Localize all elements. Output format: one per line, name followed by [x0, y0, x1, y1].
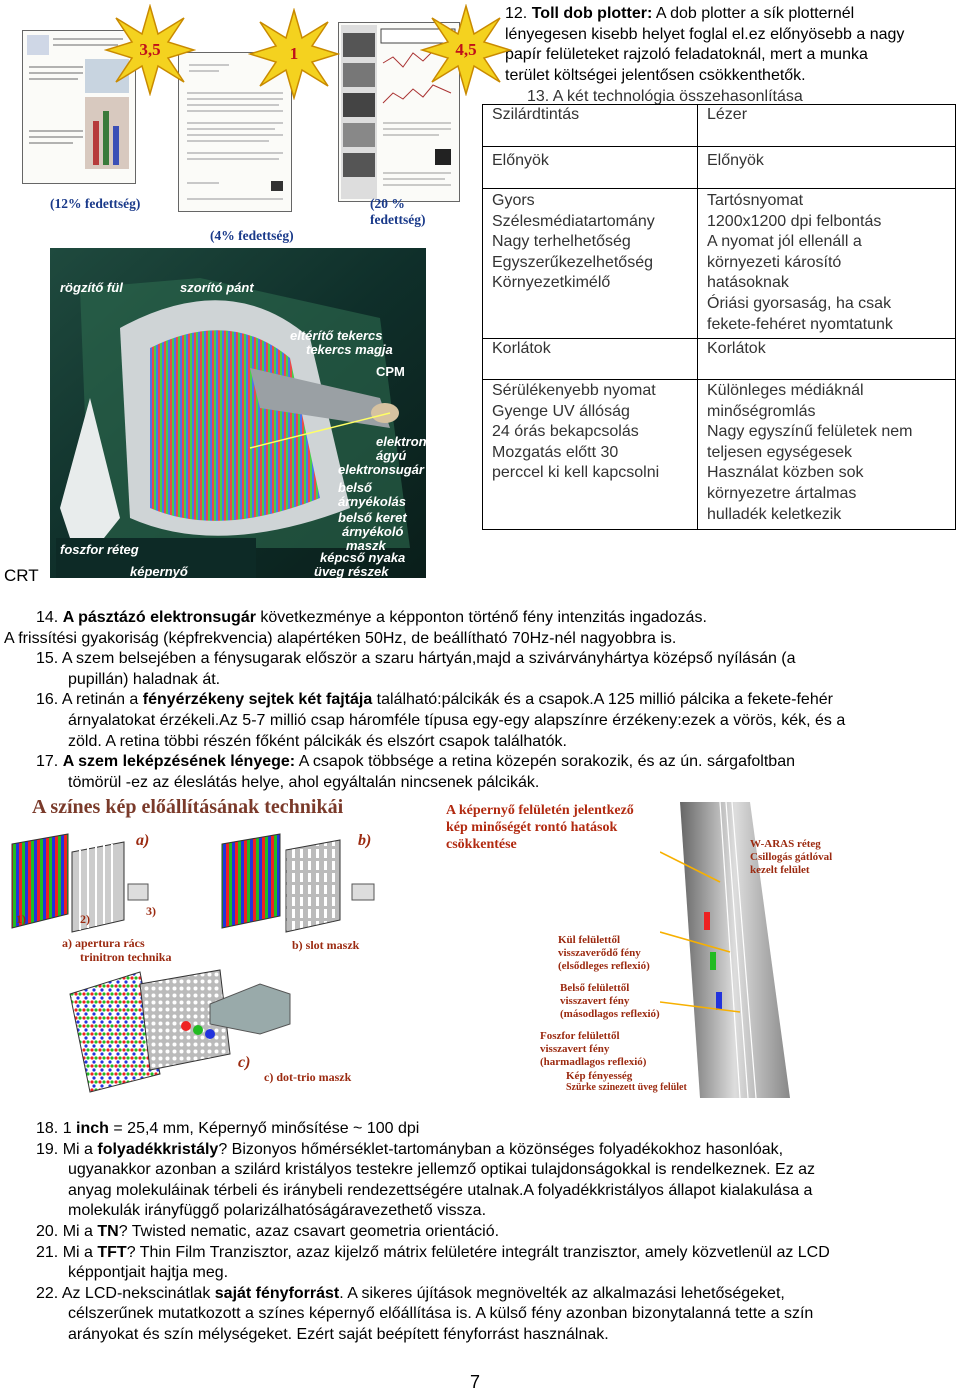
text-line: zöld. A retina többi részén főként pálcikák és elszórt csapok találhatók. — [68, 732, 567, 750]
crt-label: árnyékolás — [338, 494, 406, 509]
text: Mi a — [62, 1140, 98, 1158]
star-value: 3,5 — [139, 40, 161, 59]
table-cell-line: A nyomat jól ellenáll a — [707, 233, 862, 251]
table-cell-line: teljesen egységesek — [707, 443, 852, 461]
crt-label: foszfor réteg — [60, 542, 139, 557]
table-cell-line: Környezetkimélő — [492, 274, 611, 292]
comparison-table — [482, 104, 956, 530]
crt-cutaway-illustration — [50, 248, 426, 578]
left-pros-cell — [483, 189, 698, 339]
paragraphs-18-22 — [4, 1119, 956, 1346]
coverage-label: (4% fedettség) — [210, 228, 294, 243]
layer-labels-2 — [560, 982, 660, 1021]
layer-labels-top — [750, 838, 832, 877]
left-cons-cell — [483, 380, 698, 530]
item-number: 21. — [36, 1243, 59, 1261]
crt-label: elektronsugár — [338, 462, 424, 477]
figure-title-right — [446, 802, 634, 853]
cons-label: Korlátok — [483, 339, 698, 380]
table-cell-line: környezetre ártalmas — [707, 484, 857, 502]
layer-label: visszavert fény — [540, 1043, 610, 1055]
crt-label: ágyú — [376, 448, 407, 463]
rating-star-badge — [248, 8, 340, 100]
table-cell-line: Nagy egyszínű felületek nem — [707, 423, 913, 441]
text: ? Twisted nematic, azaz csavart geometria orientáció. — [118, 1222, 500, 1240]
crt-label: belső keret — [338, 510, 407, 525]
step-number: 3) — [146, 904, 156, 918]
crt-label: elektron — [376, 434, 427, 449]
text-line: célszerűnek mutatkozott a színes képernyő előállítása is. A külső fény azonban bizonytalanná tette a szín — [68, 1305, 814, 1323]
crt-label: eltérítő tekercs — [290, 328, 383, 343]
crt-label: tekercs magja — [306, 342, 393, 357]
coverage-label: (12% fedettség) — [50, 196, 141, 211]
text-line: árnyalatokat érzékeli.Az 5-7 millió csap háromféle típusa egy-egy alapszínre érzékeny:ezek a vörös, kék, és a — [68, 711, 846, 729]
table-cell-line: perccel ki kell kapcsolni — [492, 464, 660, 482]
right-cons-cell — [698, 380, 956, 530]
figure-title: A színes kép előállításának technikái — [32, 796, 344, 818]
color-image-techniques-figure — [10, 796, 870, 1098]
text-line: molekulák irányfüggő polarizálhatóságáravezethető vissza. — [68, 1202, 487, 1220]
item-number: 19. — [36, 1140, 59, 1158]
table-cell-line: Szélesmédiatartomány — [492, 212, 655, 230]
crt-label: szorító pánt — [180, 280, 254, 295]
item-number: 12. — [505, 5, 528, 22]
table-cell-line: hulladék keletkezik — [707, 505, 842, 523]
bold-term: saját fényforrást — [214, 1284, 340, 1302]
table-cell-line: Nagy terhelhetőség — [492, 233, 631, 251]
layer-label: Szürke szinezett — [566, 1082, 636, 1093]
text-line: A frissítési gyakoriság (képfrekvencia) alapértéken 50Hz, de beállítható 70Hz-nél nagyobbra is. — [4, 629, 677, 647]
crt-label: CPM — [376, 364, 405, 379]
bold-term: folyadékkristály — [97, 1140, 219, 1158]
layer-label: Belső felülettől — [560, 982, 630, 994]
text: . A sikeres újítások megnövelték az alkalmazási lehetőségeket, — [339, 1284, 785, 1302]
item-number: 14. — [36, 609, 59, 626]
diagram-label: b) — [358, 832, 372, 849]
layer-label: W-ARAS réteg — [750, 838, 821, 850]
text: ? Thin Film Tranzisztor, azaz kijelző mátrix felületére integrált tranzisztor, amely közvetlenül az LCD — [126, 1243, 830, 1261]
table-header: Szilárdtintás — [483, 105, 698, 147]
table-cell-line: Különleges médiáknál — [707, 382, 864, 399]
layer-labels-3 — [540, 1030, 646, 1069]
text: Mi a — [62, 1222, 98, 1240]
bold-term: A szem leképzésének lényege: — [62, 753, 296, 771]
layer-label: Kép fényesség — [566, 1070, 633, 1082]
crt-label: maszk — [346, 538, 386, 553]
paragraphs-14-17 — [4, 608, 956, 793]
table-cell-line: 24 órás bekapcsolás — [492, 423, 639, 441]
text-line: arányokat és szín mélységeket. Ezért saját beépített fényforrást használnak. — [68, 1325, 609, 1343]
text-line: terület költségei jelentősen csökkenthetők. — [505, 66, 806, 84]
layer-label: kezelt felület — [750, 864, 810, 876]
diagram-label: a) — [136, 832, 150, 849]
layer-label: Kül felülettől — [558, 934, 621, 946]
step-number: 2) — [80, 912, 90, 926]
diagram-caption: trinitron technika — [80, 950, 172, 964]
text-line: papír felületeket rajzoló feladatoknál, mert a munka — [505, 46, 868, 64]
pros-label: Előnyök — [483, 147, 698, 189]
section-title-13: 13. A két technológia összehasonlítása — [527, 88, 803, 105]
layer-labels-4 — [566, 1082, 687, 1094]
bold-term: TN — [97, 1222, 119, 1240]
crt-label: képernyő — [130, 564, 188, 579]
item-number: 18. — [36, 1120, 59, 1137]
text: Mi a — [62, 1243, 98, 1261]
text: következménye a képponton történő fény intenzitás ingadozás. — [255, 609, 707, 626]
right-pros-cell — [698, 189, 956, 339]
table-cell-line: Sérülékenyebb nyomat — [492, 382, 656, 399]
bold-term: inch — [76, 1120, 109, 1137]
crt-label: rögzítő fül — [60, 280, 123, 295]
crt-label: belső — [338, 480, 372, 495]
bold-term: TFT — [97, 1243, 127, 1261]
text: A csapok többsége a retina közepén sorakozik, és az ún. sárgafoltban — [295, 753, 795, 771]
bold-term: Toll dob plotter: — [531, 5, 653, 22]
text-line: pupillán) haladnak át. — [68, 670, 221, 688]
layer-label: (másodlagos reflexió) — [560, 1008, 660, 1020]
coverage-label: (20 % fedettség) — [370, 196, 426, 227]
cons-label: Korlátok — [698, 339, 956, 380]
item-number: 15. — [36, 650, 59, 668]
diagram-caption: a) apertura rács — [62, 936, 145, 950]
table-cell-line: 1200x1200 dpi felbontás — [707, 212, 882, 230]
layer-labels-1 — [558, 934, 650, 973]
crt-label: képcső nyaka — [320, 550, 406, 565]
table-cell-line: Gyors — [492, 192, 535, 209]
text: található:pálcikák és a csapok.A 125 millió pálcika a fekete-fehér — [372, 691, 833, 709]
crt-label: üveg részek — [314, 564, 389, 579]
paragraph-12 — [505, 4, 955, 86]
star-value: 1 — [289, 44, 299, 63]
bold-term: A pásztázó elektronsugár — [62, 609, 256, 626]
text: Az LCD-nekscinátlak — [61, 1284, 215, 1302]
table-cell-line: Óriási gyorsaság, ha csak — [707, 294, 892, 312]
rating-star-badge — [420, 4, 512, 96]
title-line: csökkentése — [446, 837, 517, 852]
table-cell-line: minőségromlás — [707, 402, 816, 420]
crt-label: árnyékoló — [342, 524, 404, 539]
table-header: Lézer — [698, 105, 956, 147]
diagram-label: c) — [238, 1054, 251, 1071]
layer-label: Csillogás gátlóval — [750, 851, 833, 863]
layer-label: visszaverődő fény — [558, 947, 641, 959]
layer-label: üveg felület — [637, 1082, 687, 1093]
bold-term: fényérzékeny sejtek két fajtája — [142, 691, 373, 709]
pros-label: Előnyök — [698, 147, 956, 189]
layer-label: visszavert fény — [560, 995, 630, 1007]
text-line: anyag molekuláinak térbeli és iránybeli rendezettségére utalnak.A folyadékkristályos állapot kialakulása a — [68, 1181, 813, 1199]
layer-label: Foszfor felülettől — [540, 1030, 620, 1042]
layer-label: (harmadlagos reflexió) — [540, 1056, 647, 1068]
text: 1 — [62, 1120, 77, 1137]
text-line: képpontjait hajtja meg. — [68, 1264, 229, 1282]
item-number: 20. — [36, 1222, 59, 1240]
table-cell-line: hatásoknak — [707, 274, 789, 292]
table-cell-line: Gyenge UV állóság — [492, 402, 630, 420]
item-number: 17. — [36, 753, 59, 771]
table-cell-line: Egyszerűkezelhetőség — [492, 253, 653, 271]
text: ? Bizonyos hőmérséklet-tartományban a közönséges folyadékokhoz hasonlóak, — [218, 1140, 784, 1158]
star-value: 4,5 — [455, 40, 477, 59]
table-cell-line: Használat közben sok — [707, 464, 864, 482]
text: A retinán a — [61, 691, 143, 709]
text: = 25,4 mm, Képernyő minősítése ~ 100 dpi — [108, 1120, 420, 1137]
title-line: A képernyő felületén jelentkező — [446, 803, 634, 818]
diagram-caption: c) dot-trio maszk — [264, 1070, 352, 1084]
text: A dob plotter a sík plotternél — [652, 5, 855, 22]
step-number: 1) — [16, 912, 26, 926]
title-line: kép minőségét rontó hatások — [446, 820, 618, 835]
printer-coverage-figure — [22, 20, 477, 580]
table-cell-line: Mozgatás előtt 30 — [492, 443, 619, 461]
diagram-caption: b) slot maszk — [292, 938, 360, 952]
figure-caption-crt: CRT — [4, 566, 39, 585]
text: A szem belsejében a fénysugarak először a szaru hártyán,majd a szivárványhártya középső nyílásán (a — [61, 650, 796, 668]
text-line: tömörül -ez az éleslátás helye, ahol egyáltalán nincsenek pálcikák. — [68, 773, 540, 791]
layer-label: (elsődleges reflexió) — [558, 960, 650, 972]
item-number: 22. — [36, 1284, 59, 1302]
table-cell-line: környezeti károsító — [707, 253, 842, 271]
rating-star-badge — [104, 4, 196, 96]
table-cell-line: fekete-fehéret nyomtatunk — [707, 315, 893, 333]
page-number: 7 — [470, 1372, 481, 1392]
text-line: lényegesen kisebb helyet foglal el.ez előnyösebb a nagy — [505, 25, 905, 43]
table-cell-line: Tartósnyomat — [707, 192, 804, 209]
mask-techniques-illustration — [10, 824, 430, 1094]
text-line: ugyanakkor azonban a szilárd kristályos testekre jellemző optikai tulajdonságokkal is rendelkeznek. Ez az — [68, 1161, 816, 1179]
item-number: 16. — [36, 691, 59, 709]
